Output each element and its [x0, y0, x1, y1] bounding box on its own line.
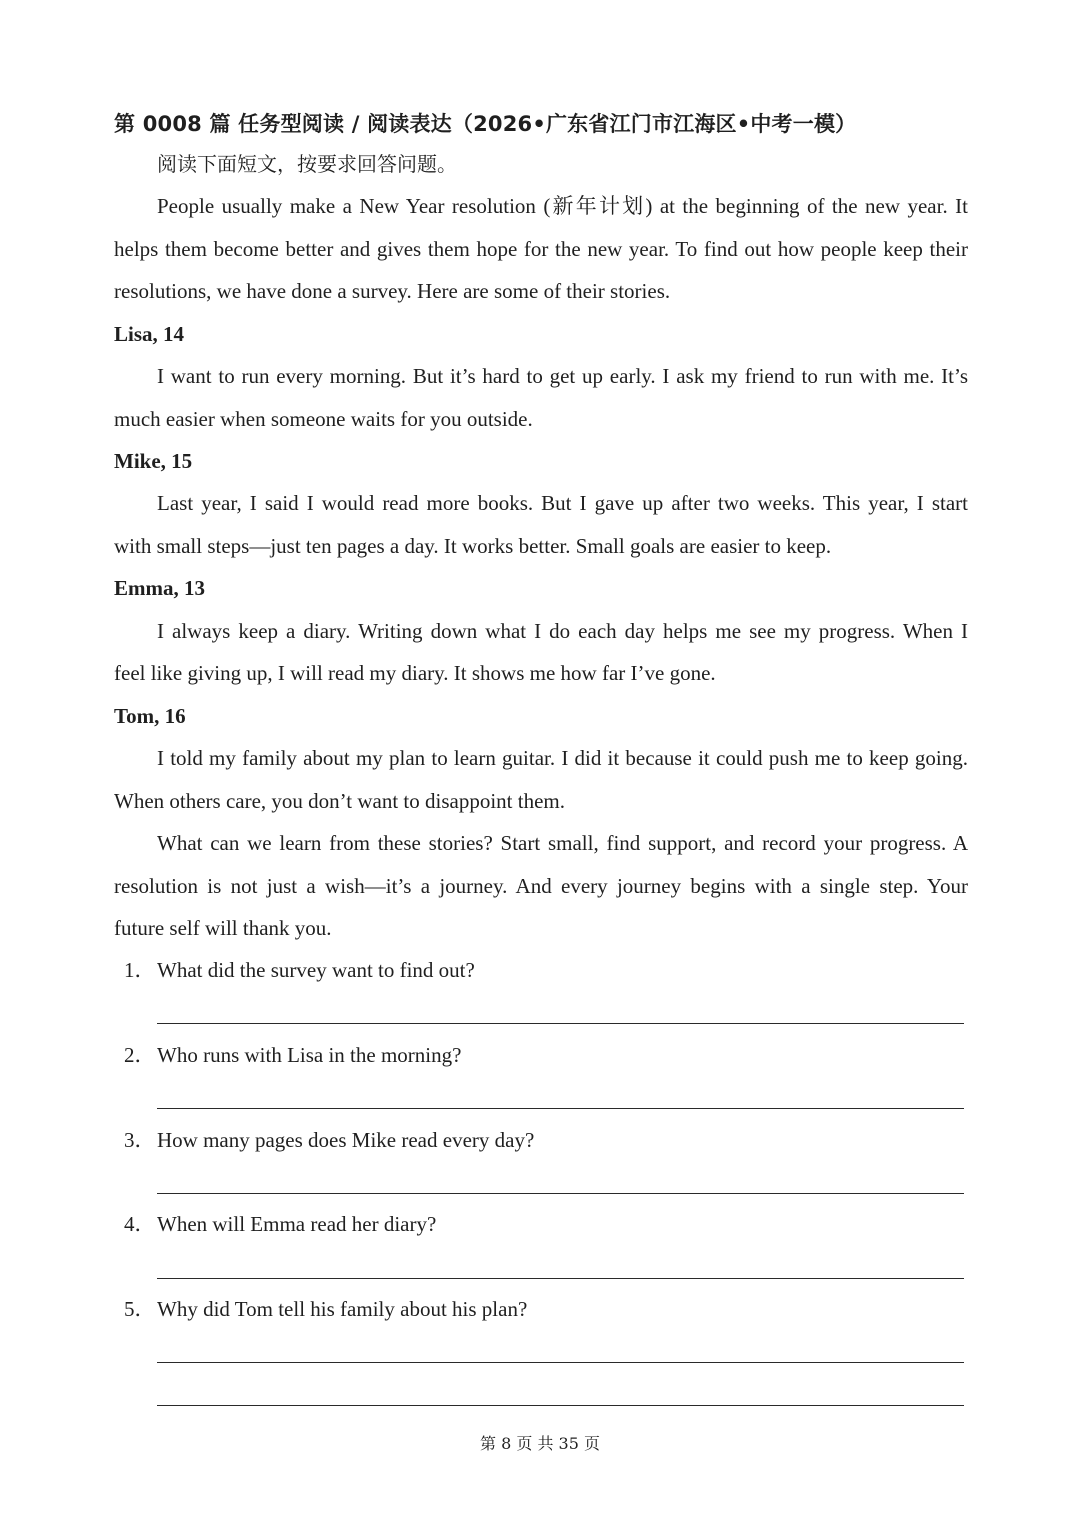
intro-line-3: resolutions, we have done a survey. Here are some of their stories. [114, 279, 671, 303]
question-1-number: 1． [124, 958, 156, 982]
answer-line-1[interactable] [157, 1023, 964, 1024]
answer-line-5b[interactable] [157, 1405, 964, 1406]
question-3-number: 3． [124, 1128, 156, 1152]
answer-line-2[interactable] [157, 1108, 964, 1109]
intro-line-1: People usually make a New Year resolution (新年计划) at the beginning of the new year. It [157, 194, 968, 218]
question-2-text: Who runs with Lisa in the morning? [157, 1043, 462, 1067]
conclusion-line-1: What can we learn from these stories? Start small, find support, and record your progress. A [157, 831, 968, 855]
tom-line-1: I told my family about my plan to learn guitar. I did it because it could push me to keep going. [157, 746, 968, 770]
intro-line-2: helps them become better and gives them hope for the new year. To find out how people keep their [114, 237, 968, 261]
answer-line-5a[interactable] [157, 1362, 964, 1363]
speaker-emma: Emma, 13 [114, 576, 205, 600]
speaker-lisa: Lisa, 14 [114, 322, 185, 346]
emma-line-2: feel like giving up, I will read my diary. It shows me how far I’ve gone. [114, 661, 716, 685]
question-1-text: What did the survey want to find out? [157, 958, 475, 982]
speaker-tom: Tom, 16 [114, 704, 186, 728]
mike-line-2: with small steps—just ten pages a day. It works better. Small goals are easier to keep. [114, 534, 832, 558]
question-4-text: When will Emma read her diary? [157, 1212, 437, 1236]
instruction-text: 阅读下面短文，按要求回答问题。 [157, 152, 457, 176]
question-5-number: 5． [124, 1297, 156, 1321]
lisa-line-1: I want to run every morning. But it’s hard to get up early. I ask my friend to run with me. It’s [157, 364, 968, 388]
question-2-number: 2． [124, 1043, 156, 1067]
section-title: 第 0008 篇 任务型阅读 / 阅读表达（2026•广东省江门市江海区•中考一模） [114, 112, 857, 136]
question-4-number: 4． [124, 1212, 156, 1236]
answer-line-4[interactable] [157, 1278, 964, 1279]
emma-line-1: I always keep a diary. Writing down what I do each day helps me see my progress. When I [157, 619, 968, 643]
conclusion-line-2: resolution is not just a wish—it’s a journey. And every journey begins with a single step. Your [114, 874, 968, 898]
page-number: 第 8 页 共 35 页 [480, 1434, 600, 1453]
tom-line-2: When others care, you don’t want to disappoint them. [114, 789, 566, 813]
question-3-text: How many pages does Mike read every day? [157, 1128, 535, 1152]
speaker-mike: Mike, 15 [114, 449, 193, 473]
question-5-text: Why did Tom tell his family about his plan? [157, 1297, 528, 1321]
answer-line-3[interactable] [157, 1193, 964, 1194]
mike-line-1: Last year, I said I would read more books. But I gave up after two weeks. This year, I start [157, 491, 968, 515]
lisa-line-2: much easier when someone waits for you outside. [114, 407, 533, 431]
conclusion-line-3: future self will thank you. [114, 916, 332, 940]
